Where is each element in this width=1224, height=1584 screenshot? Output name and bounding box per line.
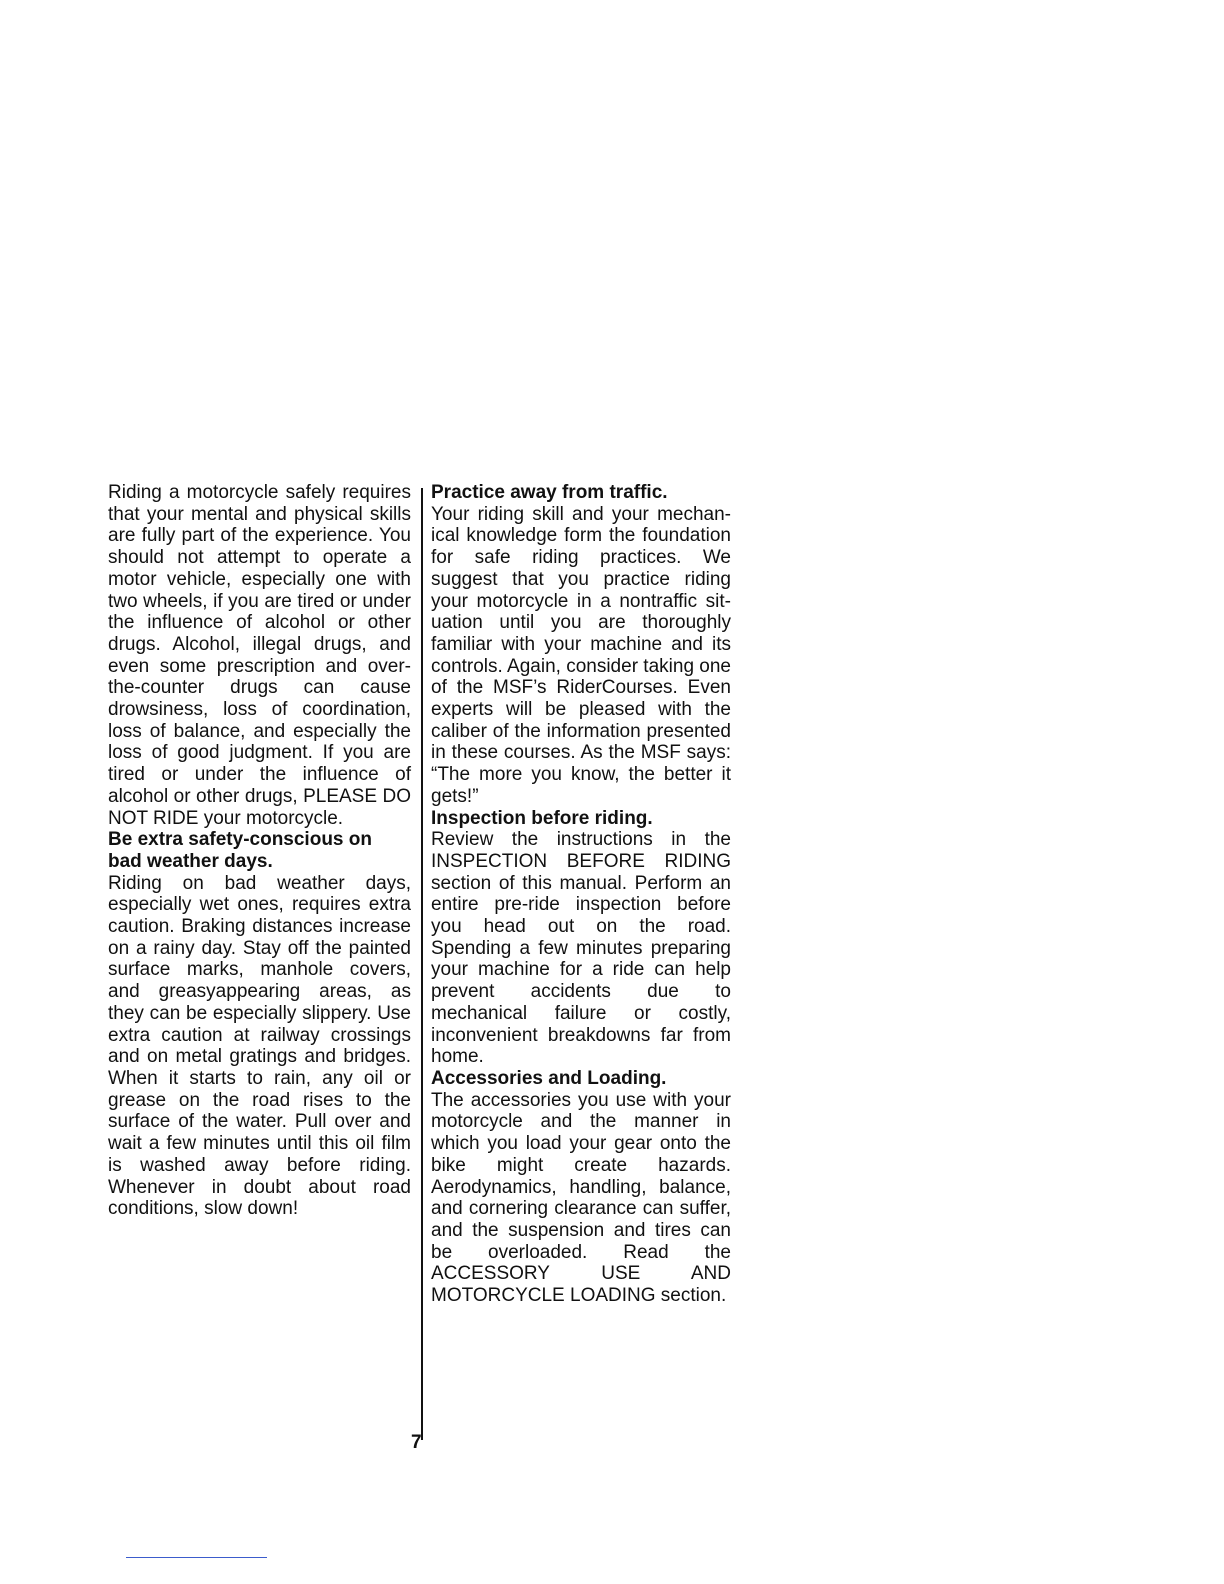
weather-paragraph: Riding on bad weather days, especially wet ones, requires extra caution. Braking distances increase on a rainy day. Stay off the painted surface marks, manhole covers, and greasyappearing areas, as they can be especially slippery. Use extra caution at railway crossings and on metal gratings and bridges. When it starts to rain, any oil or grease on the road rises to the surface of the water. Pull over and wait a few minutes until this oil film is washed away before riding. Whenever in doubt about road conditions, slow down! bbox=[108, 872, 411, 1220]
practice-paragraph: Your riding skill and your mechanical knowledge form the foundation for safe riding practices. We suggest that you practice riding your motorcycle in a nontraffic situation until you are thoroughly familiar with your machine and its controls. Again, consider taking one of the MSF’s RiderCourses. Even experts will be pleased with the caliber of the information presented in these courses. As the MSF says: “The more you know, the better it gets!” bbox=[431, 503, 731, 807]
right-column bbox=[431, 482, 731, 1307]
accessories-paragraph: The accessories you use with your motorcycle and the manner in which you load your gear onto the bike might create hazards. Aerodynamics, handling, balance, and cornering clearance can suffer, and the suspension and tires can be overloaded. Read the ACCESSORY USE AND MOTORCYCLE LOADING section. bbox=[431, 1089, 731, 1307]
left-column bbox=[108, 482, 411, 1220]
footer-link-underline bbox=[126, 1557, 267, 1558]
page-number: 7 bbox=[411, 1432, 422, 1453]
column-divider bbox=[421, 488, 423, 1440]
intro-paragraph: Riding a motorcycle safely requires that your mental and physical skills are fully part of the experience. You should not attempt to operate a motor vehicle, especially one with two wheels, if you are tired or under the influence of alcohol or other drugs. Alcohol, illegal drugs, and even some prescription and over-the-counter drugs can cause drowsiness, loss of coordination, loss of balance, and especially the loss of good judgment. If you are tired or under the influence of alcohol or other drugs, PLEASE DO NOT RIDE your motorcycle. bbox=[108, 482, 411, 829]
accessories-heading: Accessories and Loading. bbox=[431, 1067, 667, 1089]
inspection-heading: Inspection before riding. bbox=[431, 807, 653, 829]
weather-heading: Be extra safety-conscious on bad weather days. bbox=[108, 829, 372, 872]
practice-heading: Practice away from traffic. bbox=[431, 482, 668, 503]
inspection-paragraph: Review the instructions in the INSPECTION BEFORE RIDING section of this manual. Perform an entire pre-ride inspection before you head out on the road. Spending a few minutes preparing your machine for a ride can help prevent accidents due to mechanical failure or costly, inconvenient breakdowns far from home. bbox=[431, 829, 731, 1068]
